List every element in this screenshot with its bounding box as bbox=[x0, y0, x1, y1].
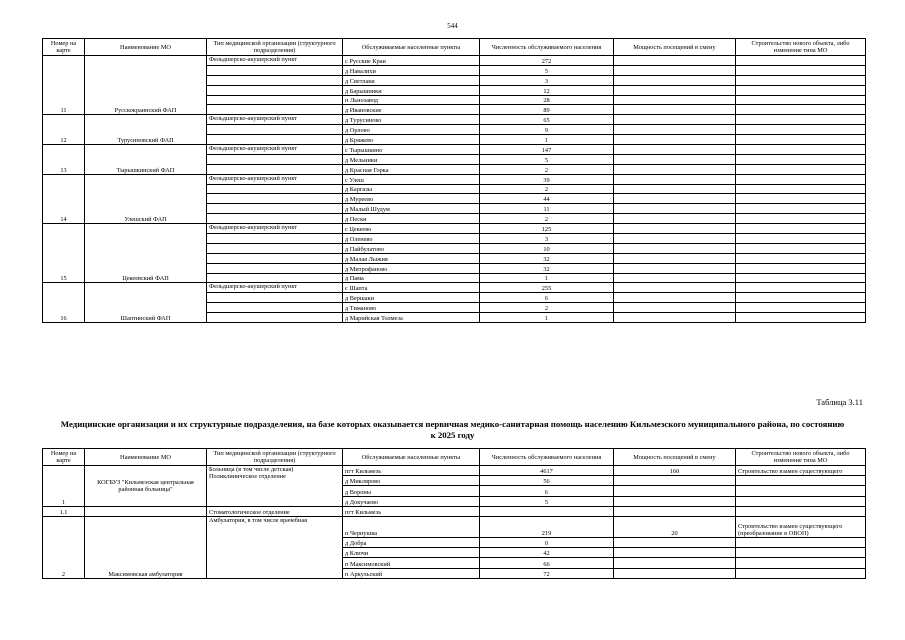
row-capacity bbox=[614, 558, 736, 568]
row-type: Стоматологическое отделение bbox=[207, 506, 343, 516]
row-type bbox=[207, 273, 343, 283]
row-mo: Шаптинский ФАП bbox=[85, 283, 207, 323]
row-point: п Льнозавод bbox=[343, 95, 480, 105]
row-type bbox=[207, 253, 343, 263]
table-row bbox=[43, 115, 866, 125]
row-point: д Малый Шудум bbox=[343, 204, 480, 214]
row-num: 15 bbox=[43, 224, 85, 283]
row-type bbox=[207, 194, 343, 204]
row-capacity bbox=[614, 537, 736, 547]
row-capacity: 160 bbox=[614, 466, 736, 476]
row-num: 1.1 bbox=[43, 506, 85, 516]
row-type: Больница (в том числе детская) Поликлиническое отделение bbox=[207, 466, 343, 507]
row-population bbox=[480, 506, 614, 516]
row-capacity bbox=[614, 568, 736, 578]
row-type: Фельдшерско-акушерский пункт bbox=[207, 224, 343, 234]
row-population: 32 bbox=[480, 263, 614, 273]
row-population: 219 bbox=[480, 516, 614, 537]
row-construction bbox=[736, 194, 866, 204]
row-capacity bbox=[614, 115, 736, 125]
row-mo: Максимовская амбулатория bbox=[85, 516, 207, 578]
row-construction bbox=[736, 184, 866, 194]
table-row bbox=[43, 283, 866, 293]
row-point: д Кряжево bbox=[343, 135, 480, 145]
row-type bbox=[207, 125, 343, 135]
row-type: Фельдшерско-акушерский пункт bbox=[207, 283, 343, 293]
table-row bbox=[43, 174, 866, 184]
row-type bbox=[207, 263, 343, 273]
row-point: д Пески bbox=[343, 214, 480, 224]
row-population: 147 bbox=[480, 145, 614, 155]
row-capacity bbox=[614, 145, 736, 155]
table-row bbox=[43, 506, 866, 516]
row-construction bbox=[736, 263, 866, 273]
row-type bbox=[207, 65, 343, 75]
row-population: 11 bbox=[480, 204, 614, 214]
row-point: пгт Кильмезь bbox=[343, 506, 480, 516]
row-mo: Турусиновский ФАП bbox=[85, 115, 207, 145]
row-point: д Пама bbox=[343, 273, 480, 283]
row-population: 3 bbox=[480, 75, 614, 85]
row-population: 42 bbox=[480, 548, 614, 558]
row-construction bbox=[736, 293, 866, 303]
row-construction bbox=[736, 506, 866, 516]
row-point: д Добра bbox=[343, 537, 480, 547]
page-number: 544 bbox=[447, 22, 458, 30]
row-type: Фельдшерско-акушерский пункт bbox=[207, 145, 343, 155]
row-point: д Светлаки bbox=[343, 75, 480, 85]
row-mo: Тырышкинский ФАП bbox=[85, 145, 207, 175]
row-construction bbox=[736, 135, 866, 145]
row-population: 28 bbox=[480, 95, 614, 105]
row-type bbox=[207, 154, 343, 164]
row-construction bbox=[736, 558, 866, 568]
row-mo: Цекеевский ФАП bbox=[85, 224, 207, 283]
row-population: 272 bbox=[480, 56, 614, 66]
row-population: 44 bbox=[480, 194, 614, 204]
row-population: 32 bbox=[480, 253, 614, 263]
row-population: 72 bbox=[480, 568, 614, 578]
row-population: 10 bbox=[480, 243, 614, 253]
row-capacity bbox=[614, 234, 736, 244]
organizations-table-body bbox=[43, 466, 866, 579]
row-population: 66 bbox=[480, 558, 614, 568]
table-heading: Медицинские организации и их структурные подразделения, на базе которых оказывается первичная медико-санитарная помощь населению Кильмезского муниципального района, по состоянию к 2025 году bbox=[60, 419, 845, 440]
row-capacity bbox=[614, 164, 736, 174]
row-capacity bbox=[614, 313, 736, 323]
row-construction bbox=[736, 115, 866, 125]
row-type bbox=[207, 293, 343, 303]
fap-table-body bbox=[43, 56, 866, 323]
row-construction bbox=[736, 283, 866, 293]
row-population: 2 bbox=[480, 184, 614, 194]
row-population: 125 bbox=[480, 224, 614, 234]
row-type bbox=[207, 95, 343, 105]
organizations-table bbox=[42, 448, 866, 579]
header-mo: Наименование МО bbox=[85, 39, 207, 56]
row-construction bbox=[736, 313, 866, 323]
row-point: д Вороны bbox=[343, 486, 480, 496]
table-row bbox=[43, 466, 866, 476]
table-row bbox=[43, 145, 866, 155]
row-construction bbox=[736, 85, 866, 95]
row-point: д Ивановские bbox=[343, 105, 480, 115]
row-point: д Орлово bbox=[343, 125, 480, 135]
row-capacity bbox=[614, 154, 736, 164]
row-capacity bbox=[614, 283, 736, 293]
row-point: д Навалихи bbox=[343, 65, 480, 75]
row-population: 56 bbox=[480, 476, 614, 486]
row-capacity bbox=[614, 263, 736, 273]
row-type bbox=[207, 204, 343, 214]
row-construction bbox=[736, 56, 866, 66]
row-point: с Цекеево bbox=[343, 224, 480, 234]
row-num: 13 bbox=[43, 145, 85, 175]
row-type bbox=[207, 135, 343, 145]
row-construction: Строительство взамен существующего (преобразование в ОВОП) bbox=[736, 516, 866, 537]
row-capacity bbox=[614, 56, 736, 66]
row-capacity: 20 bbox=[614, 516, 736, 537]
row-construction bbox=[736, 548, 866, 558]
row-point: д Барышники bbox=[343, 85, 480, 95]
row-population: 4617 bbox=[480, 466, 614, 476]
row-capacity bbox=[614, 75, 736, 85]
row-construction bbox=[736, 234, 866, 244]
row-capacity bbox=[614, 214, 736, 224]
row-point: д Ключи bbox=[343, 548, 480, 558]
row-mo: Улешский ФАП bbox=[85, 174, 207, 223]
table-caption: Таблица 3.11 bbox=[816, 397, 863, 407]
row-point: с Улеш bbox=[343, 174, 480, 184]
row-point: д Вершаки bbox=[343, 293, 480, 303]
row-construction bbox=[736, 476, 866, 486]
row-mo: Русскокраинский ФАП bbox=[85, 56, 207, 115]
row-point: д Миклярово bbox=[343, 476, 480, 486]
table-header-row bbox=[43, 449, 866, 466]
row-capacity bbox=[614, 95, 736, 105]
row-construction bbox=[736, 214, 866, 224]
row-population: 3 bbox=[480, 234, 614, 244]
row-population: 89 bbox=[480, 105, 614, 115]
row-construction bbox=[736, 243, 866, 253]
row-population: 6 bbox=[480, 486, 614, 496]
row-capacity bbox=[614, 184, 736, 194]
row-type bbox=[207, 243, 343, 253]
row-point: д Мельники bbox=[343, 154, 480, 164]
row-capacity bbox=[614, 174, 736, 184]
header-construction: Строительство нового объекта, либо изменение типа МО bbox=[736, 39, 866, 56]
row-construction bbox=[736, 496, 866, 506]
row-type: Фельдшерско-акушерский пункт bbox=[207, 56, 343, 66]
row-point: д Муреево bbox=[343, 194, 480, 204]
row-capacity bbox=[614, 506, 736, 516]
header-num: Номер на карте bbox=[43, 39, 85, 56]
row-num: 12 bbox=[43, 115, 85, 145]
row-population: 12 bbox=[480, 85, 614, 95]
row-capacity bbox=[614, 476, 736, 486]
row-population: 2 bbox=[480, 164, 614, 174]
row-point: с Шапта bbox=[343, 283, 480, 293]
row-population: 255 bbox=[480, 283, 614, 293]
header-points: Обслуживаемые населенные пункты bbox=[343, 449, 480, 466]
row-capacity bbox=[614, 125, 736, 135]
row-capacity bbox=[614, 105, 736, 115]
row-population: 6 bbox=[480, 293, 614, 303]
row-capacity bbox=[614, 194, 736, 204]
row-construction bbox=[736, 125, 866, 135]
header-construction: Строительство нового объекта, либо изменение типа МО bbox=[736, 449, 866, 466]
row-capacity bbox=[614, 293, 736, 303]
row-capacity bbox=[614, 135, 736, 145]
row-population: 2 bbox=[480, 303, 614, 313]
row-point: пгт Кильмезь bbox=[343, 466, 480, 476]
row-construction bbox=[736, 95, 866, 105]
row-construction bbox=[736, 75, 866, 85]
row-population: 9 bbox=[480, 125, 614, 135]
row-construction bbox=[736, 154, 866, 164]
row-construction bbox=[736, 568, 866, 578]
row-type bbox=[207, 313, 343, 323]
row-population: 5 bbox=[480, 496, 614, 506]
row-construction bbox=[736, 174, 866, 184]
row-population: 39 bbox=[480, 174, 614, 184]
row-num: 16 bbox=[43, 283, 85, 323]
row-type bbox=[207, 105, 343, 115]
table-header-row bbox=[43, 39, 866, 56]
row-capacity bbox=[614, 496, 736, 506]
row-type bbox=[207, 75, 343, 85]
row-construction bbox=[736, 145, 866, 155]
row-num: 11 bbox=[43, 56, 85, 115]
row-capacity bbox=[614, 204, 736, 214]
row-construction bbox=[736, 253, 866, 263]
row-capacity bbox=[614, 486, 736, 496]
row-mo bbox=[85, 506, 207, 516]
header-mo: Наименование МО bbox=[85, 449, 207, 466]
row-point: д Каргазы bbox=[343, 184, 480, 194]
row-construction bbox=[736, 65, 866, 75]
row-point: п Аркульский bbox=[343, 568, 480, 578]
header-num: Номер на карте bbox=[43, 449, 85, 466]
row-population: 1 bbox=[480, 273, 614, 283]
header-points: Обслуживаемые населенные пункты bbox=[343, 39, 480, 56]
row-population: 1 bbox=[480, 135, 614, 145]
header-population: Численность обслуживаемого населения bbox=[480, 449, 614, 466]
row-point: п Чернушка bbox=[343, 516, 480, 537]
row-type: Фельдшерско-акушерский пункт bbox=[207, 115, 343, 125]
row-construction bbox=[736, 486, 866, 496]
row-capacity bbox=[614, 273, 736, 283]
row-capacity bbox=[614, 224, 736, 234]
row-population: 65 bbox=[480, 115, 614, 125]
row-population: 2 bbox=[480, 214, 614, 224]
row-capacity bbox=[614, 65, 736, 75]
row-construction: Строительство взамен существующего bbox=[736, 466, 866, 476]
row-num: 14 bbox=[43, 174, 85, 223]
row-capacity bbox=[614, 548, 736, 558]
header-type: Тип медицинской организации (структурного подразделения) bbox=[207, 449, 343, 466]
row-construction bbox=[736, 164, 866, 174]
table-row bbox=[43, 56, 866, 66]
header-capacity: Мощность посещений в смену bbox=[614, 449, 736, 466]
row-point: д Малая Лыжня bbox=[343, 253, 480, 263]
row-capacity bbox=[614, 243, 736, 253]
row-population: 1 bbox=[480, 313, 614, 323]
row-construction bbox=[736, 537, 866, 547]
fap-table bbox=[42, 38, 866, 323]
row-type bbox=[207, 214, 343, 224]
row-point: д Пайбулатово bbox=[343, 243, 480, 253]
table-row bbox=[43, 516, 866, 537]
row-construction bbox=[736, 273, 866, 283]
row-point: д Митрофаново bbox=[343, 263, 480, 273]
row-point: д Марийская Толмеза bbox=[343, 313, 480, 323]
row-population: 0 bbox=[480, 537, 614, 547]
row-population: 5 bbox=[480, 65, 614, 75]
row-type: Амбулатория, в том числе врачебная bbox=[207, 516, 343, 578]
row-type bbox=[207, 85, 343, 95]
row-construction bbox=[736, 224, 866, 234]
row-type bbox=[207, 164, 343, 174]
header-type: Тип медицинской организации (структурного подразделения) bbox=[207, 39, 343, 56]
row-construction bbox=[736, 303, 866, 313]
header-population: Численность обслуживаемого населения bbox=[480, 39, 614, 56]
row-num: 2 bbox=[43, 516, 85, 578]
row-capacity bbox=[614, 303, 736, 313]
row-point: д Оленево bbox=[343, 234, 480, 244]
table-row bbox=[43, 224, 866, 234]
row-point: д Турусиново bbox=[343, 115, 480, 125]
row-type bbox=[207, 184, 343, 194]
row-num: 1 bbox=[43, 466, 85, 507]
row-point: с Русские Краи bbox=[343, 56, 480, 66]
row-type bbox=[207, 234, 343, 244]
row-capacity bbox=[614, 253, 736, 263]
row-capacity bbox=[614, 85, 736, 95]
row-type bbox=[207, 303, 343, 313]
header-capacity: Мощность посещений в смену bbox=[614, 39, 736, 56]
row-construction bbox=[736, 105, 866, 115]
row-point: д Тиманово bbox=[343, 303, 480, 313]
row-construction bbox=[736, 204, 866, 214]
row-population: 5 bbox=[480, 154, 614, 164]
row-point: п Максимовский bbox=[343, 558, 480, 568]
row-type: Фельдшерско-акушерский пункт bbox=[207, 174, 343, 184]
row-point: д Докучаево bbox=[343, 496, 480, 506]
row-mo: КОГБУЗ "Кильмезская центральная районная больница" bbox=[85, 466, 207, 507]
row-point: с Тырышкино bbox=[343, 145, 480, 155]
row-point: д Красная Горка bbox=[343, 164, 480, 174]
